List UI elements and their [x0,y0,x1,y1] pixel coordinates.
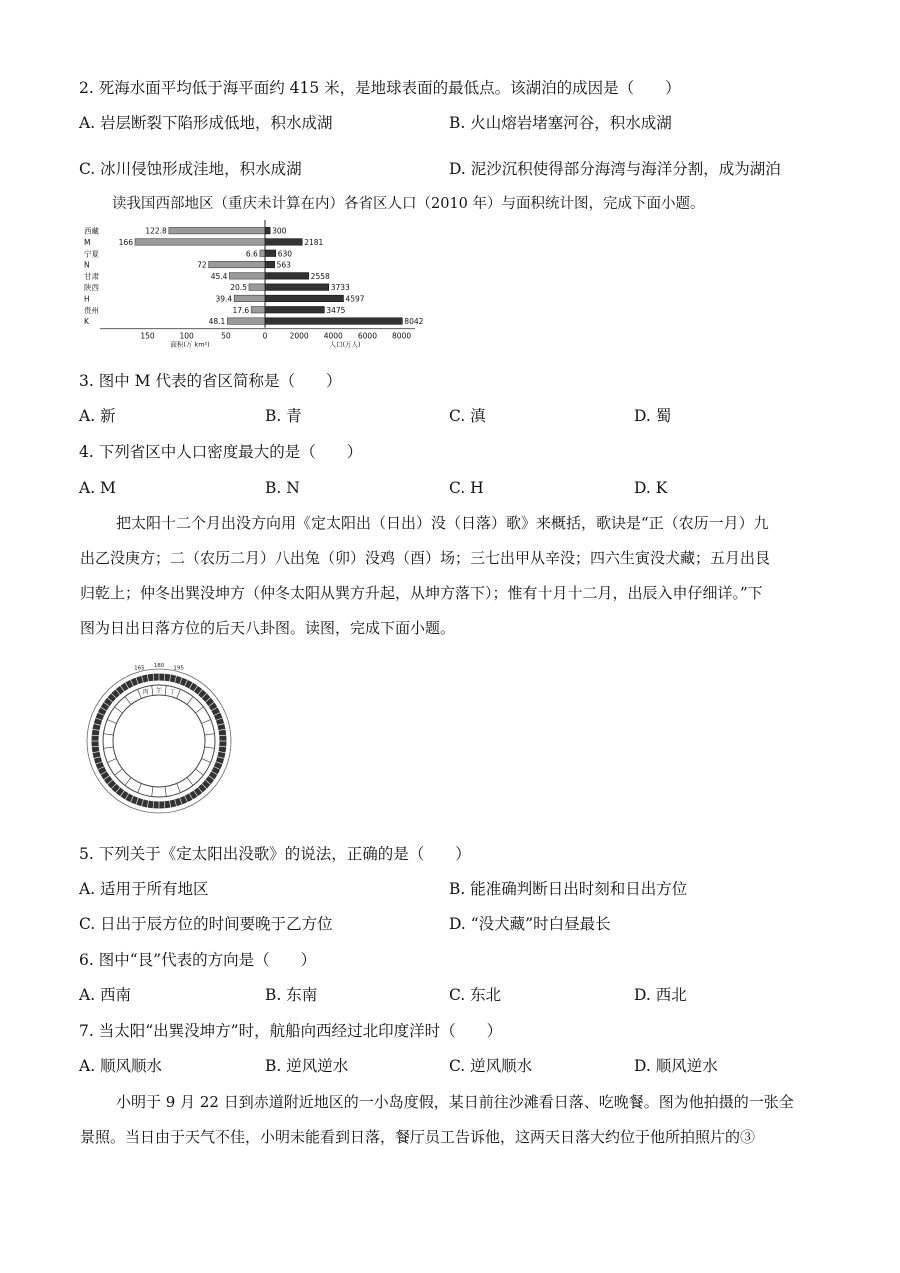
sector-divider [138,783,142,792]
degree-label: 195 [173,665,184,672]
sector-label: 丙 [142,689,149,697]
population-value-label: 8042 [404,317,424,327]
passage-line-3: 归乾上；仲冬出巽没坤方（仲冬太阳从巽方升起，从坤方落下）；惟有十月十二月，出辰入申仔细详。”下 [80,584,763,602]
q5-option-a: A. 适用于所有地区 [79,880,209,898]
population-bar [265,227,270,234]
population-tick-label: 4000 [323,331,343,341]
population-value-label: 4597 [345,294,365,304]
q7-stem: 7. 当太阳“出巽没坤方”时，航船向西经过北印度洋时（ ） [79,1022,503,1040]
category-label: K [84,317,89,327]
area-value-label: 48.1 [208,317,226,327]
q5-stem: 5. 下列关于《定太阳出没歌》的说法，正确的是（ ） [79,845,471,863]
q5-option-c: C. 日出于辰方位的时间要晚于乙方位 [79,915,333,933]
category-label: 陕西 [84,283,99,293]
sector-divider [201,759,210,763]
q4-option-a: A. M [79,479,116,497]
sector-divider [115,707,123,713]
sector-divider [165,685,166,695]
sector-divider [152,685,153,695]
passage-line-4: 图为日出日落方位的后天八卦图。读图，完成下面小题。 [80,619,456,637]
sector-divider [177,689,181,698]
q5-option-b: B. 能准确判断日出时刻和日出方位 [449,880,688,898]
category-label: N [84,260,90,270]
population-bar [265,250,276,257]
area-value-label: 17.6 [232,305,250,315]
sector-divider [205,734,215,735]
area-value-label: 122.8 [145,226,167,236]
population-value-label: 630 [277,249,293,259]
area-tick-label: 50 [221,331,231,341]
bagua-compass-diagram [79,659,239,819]
q4-stem: 4. 下列省区中人口密度最大的是（ ） [79,443,363,461]
sector-divider [107,759,116,763]
q6-option-a: A. 西南 [79,986,132,1004]
sector-divider [103,747,113,748]
sector-divider [125,777,131,785]
passage2-line-2: 景照。当日由于天气不佳，小明未能看到日落，餐厅员工告诉他，这两天日落大约位于他所拍照片的③ [80,1128,756,1146]
sector-divider [103,734,113,735]
q5-option-d: D. “没犬藏”时白昼最长 [449,915,611,933]
sector-divider [177,783,181,792]
q3-option-d: D. 蜀 [634,407,672,425]
population-value-label: 2558 [310,271,330,281]
area-bar [260,250,265,257]
area-value-label: 39.4 [215,294,233,304]
degree-label: 165 [134,665,145,672]
q6-option-c: C. 东北 [449,986,502,1004]
population-tick-label: 6000 [357,331,377,341]
sector-divider [152,787,153,797]
q2-stem: 2. 死海水面平均低于海平面约 415 米，是地球表面的最低点。该湖泊的成因是（ ） [79,79,681,97]
passage-line-2: 出乙没庚方；二（农历二月）八出兔（卯）没鸡（酉）场；三七出甲从辛没；四六生寅没犬藏；五月出艮 [80,549,771,567]
population-bar [265,261,275,268]
population-tick-label: 2000 [289,331,309,341]
area-bar [249,284,265,291]
population-axis-label: 人口(万人) [329,340,361,349]
area-tick-label: 150 [140,331,155,341]
population-bar [265,239,302,246]
sector-divider [187,697,193,705]
q4-option-c: C. H [449,479,484,497]
q3-option-a: A. 新 [79,407,116,425]
sector-label: 丁 [169,689,176,697]
q7-option-a: A. 顺风顺水 [79,1057,163,1075]
category-label: M [84,237,91,247]
q7-option-c: C. 逆风顺水 [449,1057,533,1075]
sector-divider [138,689,142,698]
q2-option-b: B. 火山熔岩堵塞河谷，积水成湖 [449,114,672,132]
area-bar [251,307,265,314]
q3-stem: 3. 图中 M 代表的省区简称是（ ） [79,372,342,390]
q6-stem: 6. 图中“艮”代表的方向是（ ） [79,951,317,969]
q2-option-c: C. 冰川侵蚀形成洼地，积水成湖 [79,160,302,178]
sector-label: 午 [155,687,163,695]
q3-option-b: B. 青 [265,407,302,425]
sector-ring-inner [113,695,205,787]
area-bar [135,239,265,246]
sector-divider [201,720,210,724]
q3-option-c: C. 滇 [449,407,486,425]
area-value-label: 166 [118,237,133,247]
area-tick-label: 100 [179,331,194,341]
degree-label: 180 [153,663,165,669]
area-value-label: 20.5 [230,283,247,293]
sector-divider [195,707,203,713]
population-bar [265,284,329,291]
population-area-chart [80,220,424,360]
area-value-label: 72 [197,260,207,270]
category-label: 甘肃 [84,271,99,281]
population-value-label: 3733 [330,283,350,293]
category-label: 贵州 [84,305,99,315]
population-bar [265,273,309,280]
q4-option-b: B. N [265,479,300,497]
sector-divider [107,720,116,724]
category-label: H [84,294,90,304]
area-bar [227,318,265,325]
q2-option-a: A. 岩层断裂下陷形成低地，积水成湖 [79,114,333,132]
area-bar [169,227,265,234]
population-value-label: 3475 [326,305,346,315]
population-bar [265,318,402,325]
sector-divider [165,787,166,797]
population-bar [265,307,324,314]
sector-divider [115,769,123,775]
chart-intro: 读我国西部地区（重庆未计算在内）各省区人口（2010 年）与面积统计图，完成下面小题。 [112,196,705,212]
population-value-label: 300 [272,226,287,236]
passage2-line-1: 小明于 9 月 22 日到赤道附近地区的一小岛度假，某日前往沙滩看日落、吃晚餐。图为他拍摄的一张全 [116,1093,794,1111]
sector-divider [125,697,131,705]
category-label: 西藏 [84,226,99,236]
q2-option-d: D. 泥沙沉积使得部分海湾与海洋分割，成为湖泊 [449,160,781,178]
sector-divider [195,769,203,775]
sector-divider [205,747,215,748]
area-tick-label: 0 [262,331,268,341]
area-axis-label: 面积(万 km²) [170,340,210,349]
population-value-label: 563 [276,260,291,270]
passage-line-1: 把太阳十二个月出没方向用《定太阳出（日出）没（日落）歌》来概括，歌诀是“正（农历一月）九 [116,514,769,532]
q6-option-d: D. 西北 [634,986,687,1004]
population-value-label: 2181 [304,237,324,247]
q4-option-d: D. K [634,479,668,497]
area-bar [209,261,265,268]
q7-option-d: D. 顺风逆水 [634,1057,718,1075]
population-bar [265,295,343,302]
category-label: 宁夏 [84,249,99,259]
area-bar [229,273,265,280]
population-tick-label: 8000 [392,331,412,341]
q6-option-b: B. 东南 [265,986,318,1004]
area-value-label: 6.6 [245,249,258,259]
sector-divider [187,777,193,785]
area-value-label: 45.4 [210,271,228,281]
q7-option-b: B. 逆风逆水 [265,1057,349,1075]
area-bar [234,295,265,302]
sector-ring-outer [103,685,215,797]
